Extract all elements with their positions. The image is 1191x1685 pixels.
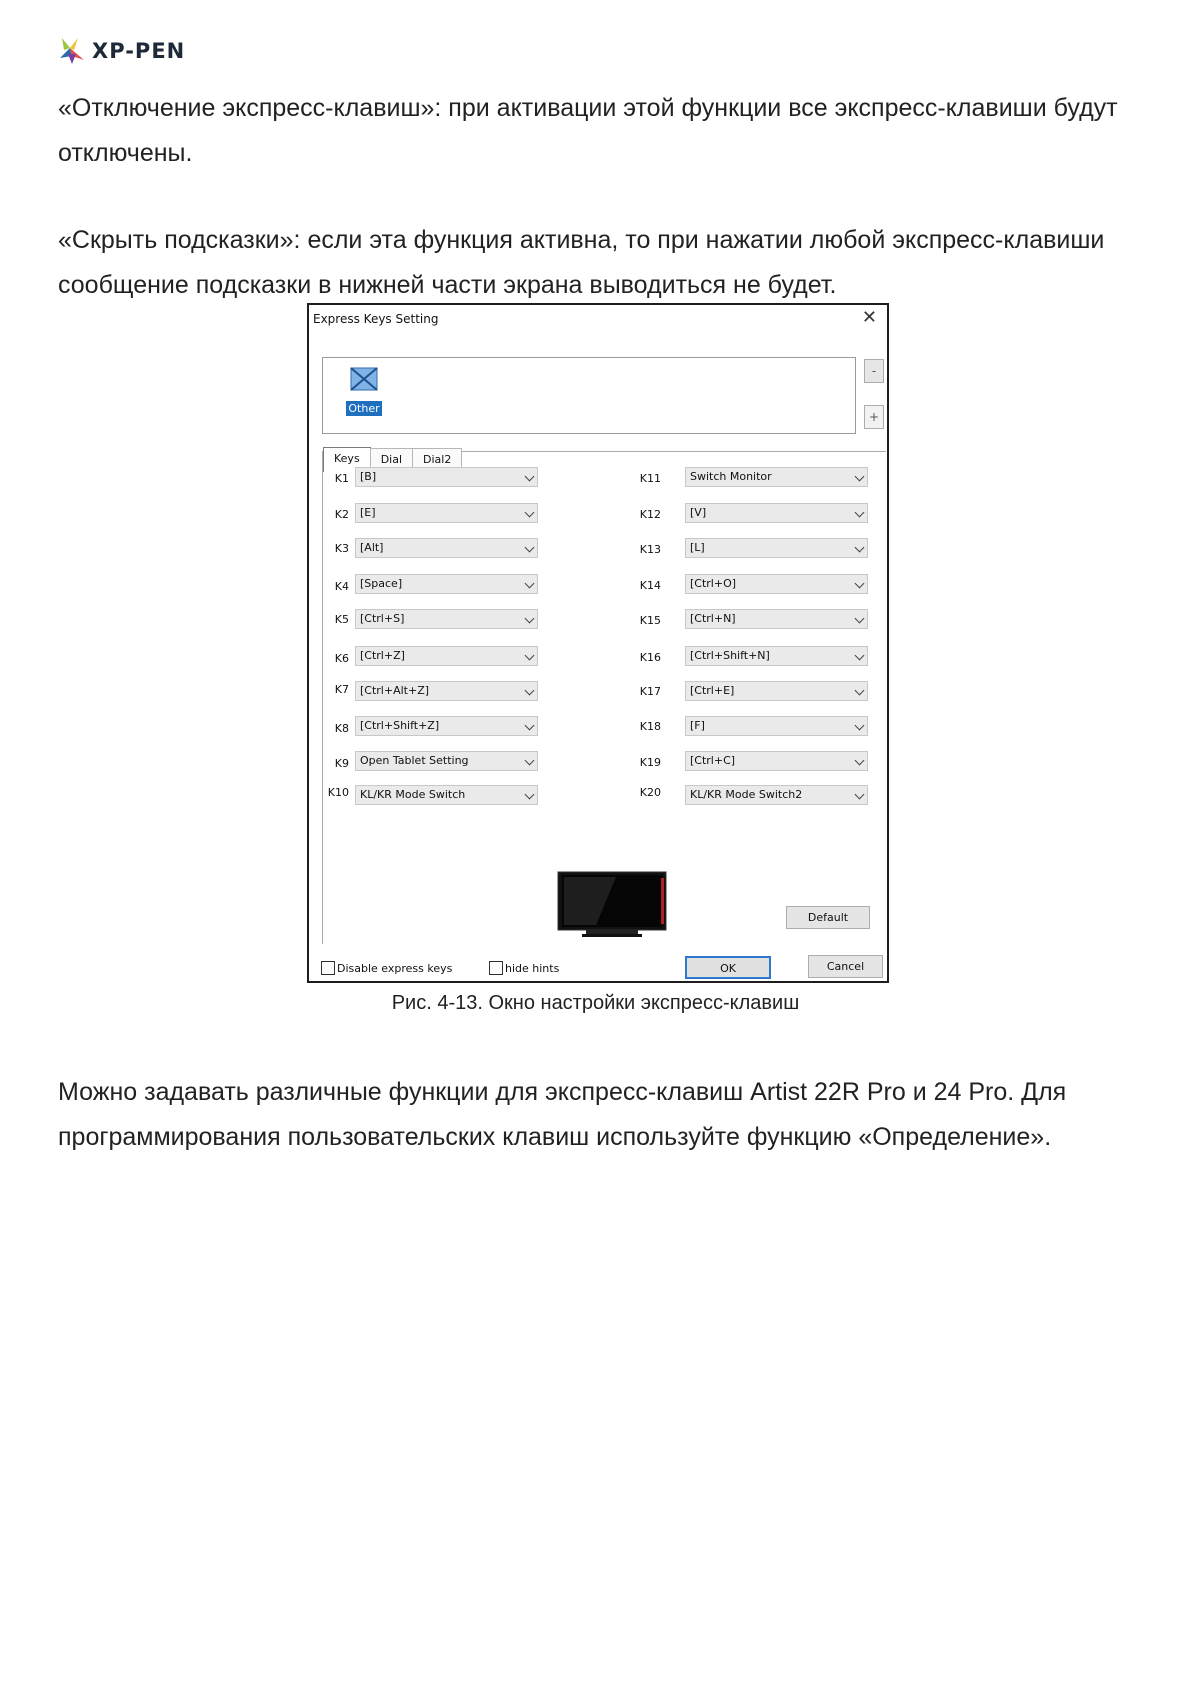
key-label-k19: K19 bbox=[639, 756, 661, 769]
chevron-down-icon bbox=[525, 614, 535, 624]
chevron-down-icon bbox=[525, 472, 535, 482]
key-label-k2: K2 bbox=[334, 508, 349, 521]
brand-logo bbox=[58, 34, 185, 68]
key-select-k5[interactable] bbox=[355, 609, 538, 629]
chevron-down-icon bbox=[525, 686, 535, 696]
key-select-k3[interactable] bbox=[355, 538, 538, 558]
key-select-k1[interactable] bbox=[355, 467, 538, 487]
pen-display-monitor-icon bbox=[556, 870, 668, 940]
key-select-k15[interactable] bbox=[685, 609, 868, 629]
key-label-k7: K7 bbox=[334, 683, 349, 696]
key-select-k4[interactable] bbox=[355, 574, 538, 594]
key-select-k11[interactable] bbox=[685, 467, 868, 487]
key-select-k7[interactable] bbox=[355, 681, 538, 701]
key-value-k6: [Ctrl+Z] bbox=[360, 649, 405, 662]
checkbox-box bbox=[489, 961, 503, 975]
figure-caption: Рис. 4-13. Окно настройки экспресс-клавиш bbox=[391, 992, 800, 1014]
default-button[interactable]: Default bbox=[786, 906, 870, 929]
chevron-down-icon bbox=[525, 508, 535, 518]
chevron-down-icon bbox=[855, 721, 865, 731]
dialog-title: Express Keys Setting bbox=[313, 312, 439, 326]
tab-dial[interactable]: Dial bbox=[370, 448, 413, 471]
key-label-k6: K6 bbox=[334, 652, 349, 665]
key-value-k16: [Ctrl+Shift+N] bbox=[690, 649, 770, 662]
chevron-down-icon bbox=[855, 686, 865, 696]
paragraph-disable-keys: «Отключение экспресс-клавиш»: при активации этой функции все экспресс-клавиши будут отключены. bbox=[58, 94, 1118, 167]
chevron-down-icon bbox=[855, 756, 865, 766]
app-item-other[interactable] bbox=[345, 364, 383, 416]
key-label-k9: K9 bbox=[334, 757, 349, 770]
key-select-k12[interactable] bbox=[685, 503, 868, 523]
add-app-button[interactable]: + bbox=[864, 405, 884, 429]
chevron-down-icon bbox=[855, 790, 865, 800]
key-value-k1: [B] bbox=[360, 470, 377, 483]
app-list bbox=[322, 357, 856, 434]
key-value-k13: [L] bbox=[690, 541, 705, 554]
chevron-down-icon bbox=[525, 721, 535, 731]
key-value-k10: KL/KR Mode Switch bbox=[360, 788, 466, 801]
key-label-k17: K17 bbox=[639, 685, 661, 698]
key-label-k5: K5 bbox=[334, 613, 349, 626]
chevron-down-icon bbox=[855, 508, 865, 518]
logo-text: XP-PEN bbox=[92, 39, 186, 63]
chevron-down-icon bbox=[855, 472, 865, 482]
chevron-down-icon bbox=[525, 579, 535, 589]
key-select-k2[interactable] bbox=[355, 503, 538, 523]
key-label-k13: K13 bbox=[639, 543, 661, 556]
key-value-k7: [Ctrl+Alt+Z] bbox=[360, 684, 430, 697]
key-value-k12: [V] bbox=[690, 506, 707, 519]
key-select-k14[interactable] bbox=[685, 574, 868, 594]
chevron-down-icon bbox=[855, 579, 865, 589]
key-label-k3: K3 bbox=[334, 542, 349, 555]
key-value-k17: [Ctrl+E] bbox=[690, 684, 735, 697]
key-label-k8: K8 bbox=[334, 722, 349, 735]
key-label-k4: K4 bbox=[334, 580, 349, 593]
key-value-k20: KL/KR Mode Switch2 bbox=[690, 788, 803, 801]
key-select-k17[interactable] bbox=[685, 681, 868, 701]
close-icon[interactable]: ✕ bbox=[861, 307, 877, 328]
key-value-k9: Open Tablet Setting bbox=[360, 754, 469, 767]
key-value-k18: [F] bbox=[690, 719, 705, 732]
key-value-k4: [Space] bbox=[360, 577, 403, 590]
cancel-button[interactable]: Cancel bbox=[808, 955, 883, 978]
other-app-icon bbox=[347, 364, 381, 396]
key-select-k13[interactable] bbox=[685, 538, 868, 558]
key-select-k19[interactable] bbox=[685, 751, 868, 771]
key-value-k14: [Ctrl+O] bbox=[690, 577, 737, 590]
express-keys-dialog bbox=[307, 303, 889, 983]
key-label-k14: K14 bbox=[639, 579, 661, 592]
hide-hints-checkbox[interactable] bbox=[489, 961, 559, 975]
key-label-k20: K20 bbox=[639, 786, 661, 799]
key-label-k18: K18 bbox=[639, 720, 661, 733]
paragraph-artist-pro: Можно задавать различные функции для экспресс-клавиш Artist 22R Pro и 24 Pro. Для программирования пользовательских клавиш используйте функцию «Определение». bbox=[58, 1078, 1067, 1151]
hide-hints-label: hide hints bbox=[505, 961, 560, 975]
disable-express-keys-label: Disable express keys bbox=[337, 961, 453, 975]
chevron-down-icon bbox=[525, 790, 535, 800]
key-value-k15: [Ctrl+N] bbox=[690, 612, 736, 625]
key-label-k1: K1 bbox=[334, 472, 349, 485]
chevron-down-icon bbox=[525, 543, 535, 553]
paragraph-hide-hints: «Скрыть подсказки»: если эта функция активна, то при нажатии любой экспресс-клавиши сообщение подсказки в нижней части экрана выводиться не будет. bbox=[58, 226, 1105, 299]
app-item-label: Other bbox=[348, 402, 380, 415]
key-select-k10[interactable] bbox=[355, 785, 538, 805]
chevron-down-icon bbox=[855, 614, 865, 624]
key-value-k8: [Ctrl+Shift+Z] bbox=[360, 719, 440, 732]
key-label-k10: K10 bbox=[327, 786, 349, 799]
chevron-down-icon bbox=[525, 756, 535, 766]
disable-express-keys-checkbox[interactable] bbox=[321, 961, 452, 975]
key-value-k19: [Ctrl+C] bbox=[690, 754, 736, 767]
key-value-k11: Switch Monitor bbox=[690, 470, 772, 483]
key-select-k18[interactable] bbox=[685, 716, 868, 736]
key-select-k8[interactable] bbox=[355, 716, 538, 736]
key-label-k15: K15 bbox=[639, 614, 661, 627]
key-value-k5: [Ctrl+S] bbox=[360, 612, 405, 625]
key-select-k20[interactable] bbox=[685, 785, 868, 805]
chevron-down-icon bbox=[855, 543, 865, 553]
ok-button[interactable]: OK bbox=[685, 956, 771, 979]
key-value-k3: [Alt] bbox=[360, 541, 384, 554]
remove-app-button[interactable]: - bbox=[864, 359, 884, 383]
key-select-k6[interactable] bbox=[355, 646, 538, 666]
chevron-down-icon bbox=[525, 651, 535, 661]
key-select-k9[interactable] bbox=[355, 751, 538, 771]
key-select-k16[interactable] bbox=[685, 646, 868, 666]
key-label-k12: K12 bbox=[639, 508, 661, 521]
tab-dial2[interactable]: Dial2 bbox=[412, 448, 462, 471]
xp-pen-logo-icon bbox=[58, 36, 86, 66]
key-label-k11: K11 bbox=[639, 472, 661, 485]
tab-keys[interactable]: Keys bbox=[323, 447, 371, 472]
checkbox-box bbox=[321, 961, 335, 975]
key-label-k16: K16 bbox=[639, 651, 661, 664]
chevron-down-icon bbox=[855, 651, 865, 661]
key-value-k2: [E] bbox=[360, 506, 376, 519]
